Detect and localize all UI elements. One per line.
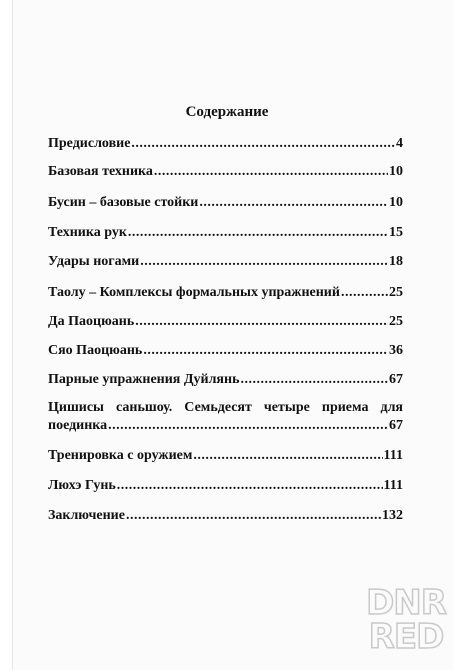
toc-entry bbox=[48, 477, 403, 495]
toc-leader-dots bbox=[140, 253, 388, 271]
toc-leader-dots bbox=[131, 135, 395, 153]
watermark-line: RED bbox=[368, 617, 444, 657]
toc-entry-page: 36 bbox=[389, 343, 403, 358]
toc-leader-dots bbox=[143, 342, 388, 360]
toc-entry bbox=[48, 284, 403, 302]
toc-entry-title: Базовая техника bbox=[48, 164, 153, 179]
toc-entry-page: 111 bbox=[383, 478, 403, 493]
toc-entry-title: Сяо Паоцюань bbox=[48, 343, 143, 358]
toc-entry-title: Люхэ Гунь bbox=[48, 478, 116, 493]
watermark-line: DNR bbox=[366, 583, 446, 623]
toc-leader-dots bbox=[135, 313, 388, 331]
toc-leader-dots bbox=[341, 284, 388, 302]
toc-entry-page: 111 bbox=[383, 448, 403, 463]
toc-leader-dots bbox=[126, 507, 381, 525]
toc-entry bbox=[48, 507, 403, 525]
watermark-logo bbox=[366, 583, 446, 664]
toc-entry-title: Цишисы саньшоу. Семьдесят четыре приема для bbox=[48, 400, 403, 415]
toc-entry-page: 25 bbox=[389, 314, 403, 329]
toc-entry-title: Техника рук bbox=[48, 225, 127, 240]
toc-entry-continuation bbox=[48, 417, 403, 435]
toc-entry-title: Парные упражнения Дуйлянь bbox=[48, 372, 240, 387]
toc-leader-dots bbox=[128, 224, 388, 242]
toc-entry bbox=[48, 313, 403, 331]
toc-entry-title: Удары ногами bbox=[48, 254, 140, 269]
toc-entry-page: 18 bbox=[389, 254, 403, 269]
toc-leader-dots bbox=[108, 417, 388, 435]
toc-leader-dots bbox=[154, 163, 388, 181]
toc-entry-page: 67 bbox=[389, 372, 403, 387]
toc-entry-title: Тренировка с оружием bbox=[48, 448, 193, 463]
toc-entry-page: 10 bbox=[389, 195, 403, 210]
toc-entry bbox=[48, 342, 403, 360]
toc-entry bbox=[48, 163, 403, 181]
toc-entry-title: Заключение bbox=[48, 508, 125, 523]
toc-entry-page: 132 bbox=[382, 508, 403, 523]
toc-entry-page: 67 bbox=[389, 418, 403, 433]
toc-entry bbox=[48, 135, 403, 153]
page-title: Содержание bbox=[185, 104, 269, 120]
toc-entry bbox=[48, 253, 403, 271]
book-page bbox=[12, 0, 453, 670]
toc-entry-page: 25 bbox=[389, 285, 403, 300]
toc-entry-title: Да Паоцюань bbox=[48, 314, 135, 329]
toc-entry-title: Таолу – Комплексы формальных упражнений bbox=[48, 285, 340, 300]
toc-entry-page: 10 bbox=[389, 164, 403, 179]
toc-leader-dots bbox=[199, 194, 388, 212]
toc-leader-dots bbox=[240, 371, 388, 389]
toc-entry bbox=[48, 224, 403, 242]
toc-entry-page: 15 bbox=[389, 225, 403, 240]
toc-entry bbox=[48, 447, 403, 465]
toc-entry bbox=[48, 399, 403, 435]
toc-entry bbox=[48, 371, 403, 389]
toc-entry-page: 4 bbox=[396, 136, 403, 151]
toc-leader-dots bbox=[193, 447, 382, 465]
toc-leader-dots bbox=[117, 477, 383, 495]
toc-entry-title-continued: поединка bbox=[48, 418, 108, 433]
toc-entry-title: Бусин – базовые стойки bbox=[48, 195, 199, 210]
toc-entry bbox=[48, 194, 403, 212]
toc-entry-title: Предисловие bbox=[48, 136, 131, 151]
